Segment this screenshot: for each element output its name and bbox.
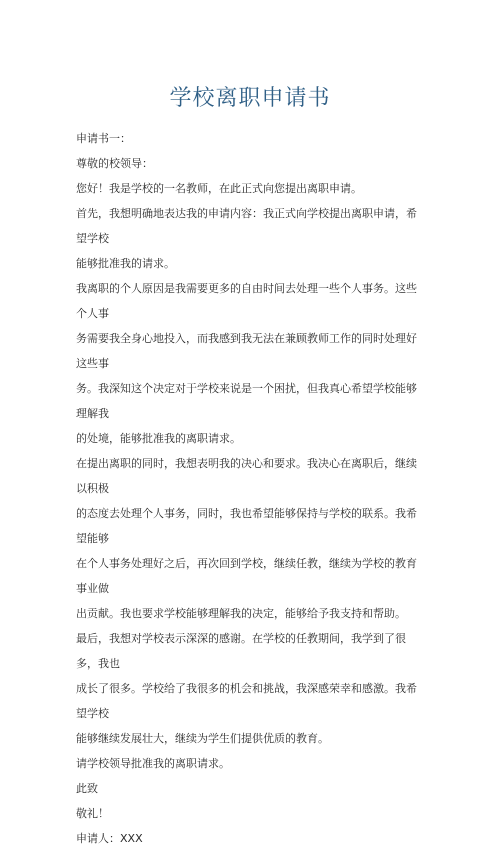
text-line: 在提出离职的同时，我想表明我的决心和要求。我决心在离职后，继续以积极 [76, 457, 417, 495]
text-line: 此致 [76, 782, 98, 795]
text-line: 申请人：XXX [76, 832, 143, 845]
text-line: 能够批准我的请求。 [76, 257, 175, 270]
text-line: 成长了很多。学校给了我很多的机会和挑战，我深感荣幸和感激。我希望学校 [76, 682, 417, 720]
text-line: 您好！我是学校的一名教师，在此正式向您提出离职申请。 [76, 182, 362, 195]
text-line: 的处境，能够批准我的离职请求。 [76, 432, 241, 445]
text-line: 我离职的个人原因是我需要更多的自由时间去处理一些个人事务。这些个人事 [76, 282, 417, 320]
text-line: 在个人事务处理好之后，再次回到学校，继续任教，继续为学校的教育事业做 [76, 557, 417, 595]
text-line: 最后，我想对学校表示深深的感谢。在学校的任教期间，我学到了很多，我也 [76, 632, 406, 670]
document-title: 学校离职申请书 [169, 86, 331, 111]
text-line: 能够继续发展壮大，继续为学生们提供优质的教育。 [76, 732, 329, 745]
document-body [76, 126, 426, 851]
text-line: 请学校领导批准我的离职请求。 [76, 757, 230, 770]
text-line: 首先，我想明确地表达我的申请内容：我正式向学校提出离职申请，希望学校 [76, 207, 417, 245]
text-line: 出贡献。我也要求学校能够理解我的决定，能够给予我支持和帮助。 [76, 607, 406, 620]
text-line: 务需要我全身心地投入，而我感到我无法在兼顾教师工作的同时处理好这些事 [76, 332, 417, 370]
text-line: 敬礼！ [76, 807, 109, 820]
text-line: 的态度去处理个人事务，同时，我也希望能够保持与学校的联系。我希望能够 [76, 507, 417, 545]
text-line: 申请书一： [76, 132, 131, 145]
text-line: 务。我深知这个决定对于学校来说是一个困扰，但我真心希望学校能够理解我 [76, 382, 417, 420]
text-line: 尊敬的校领导： [76, 157, 153, 170]
